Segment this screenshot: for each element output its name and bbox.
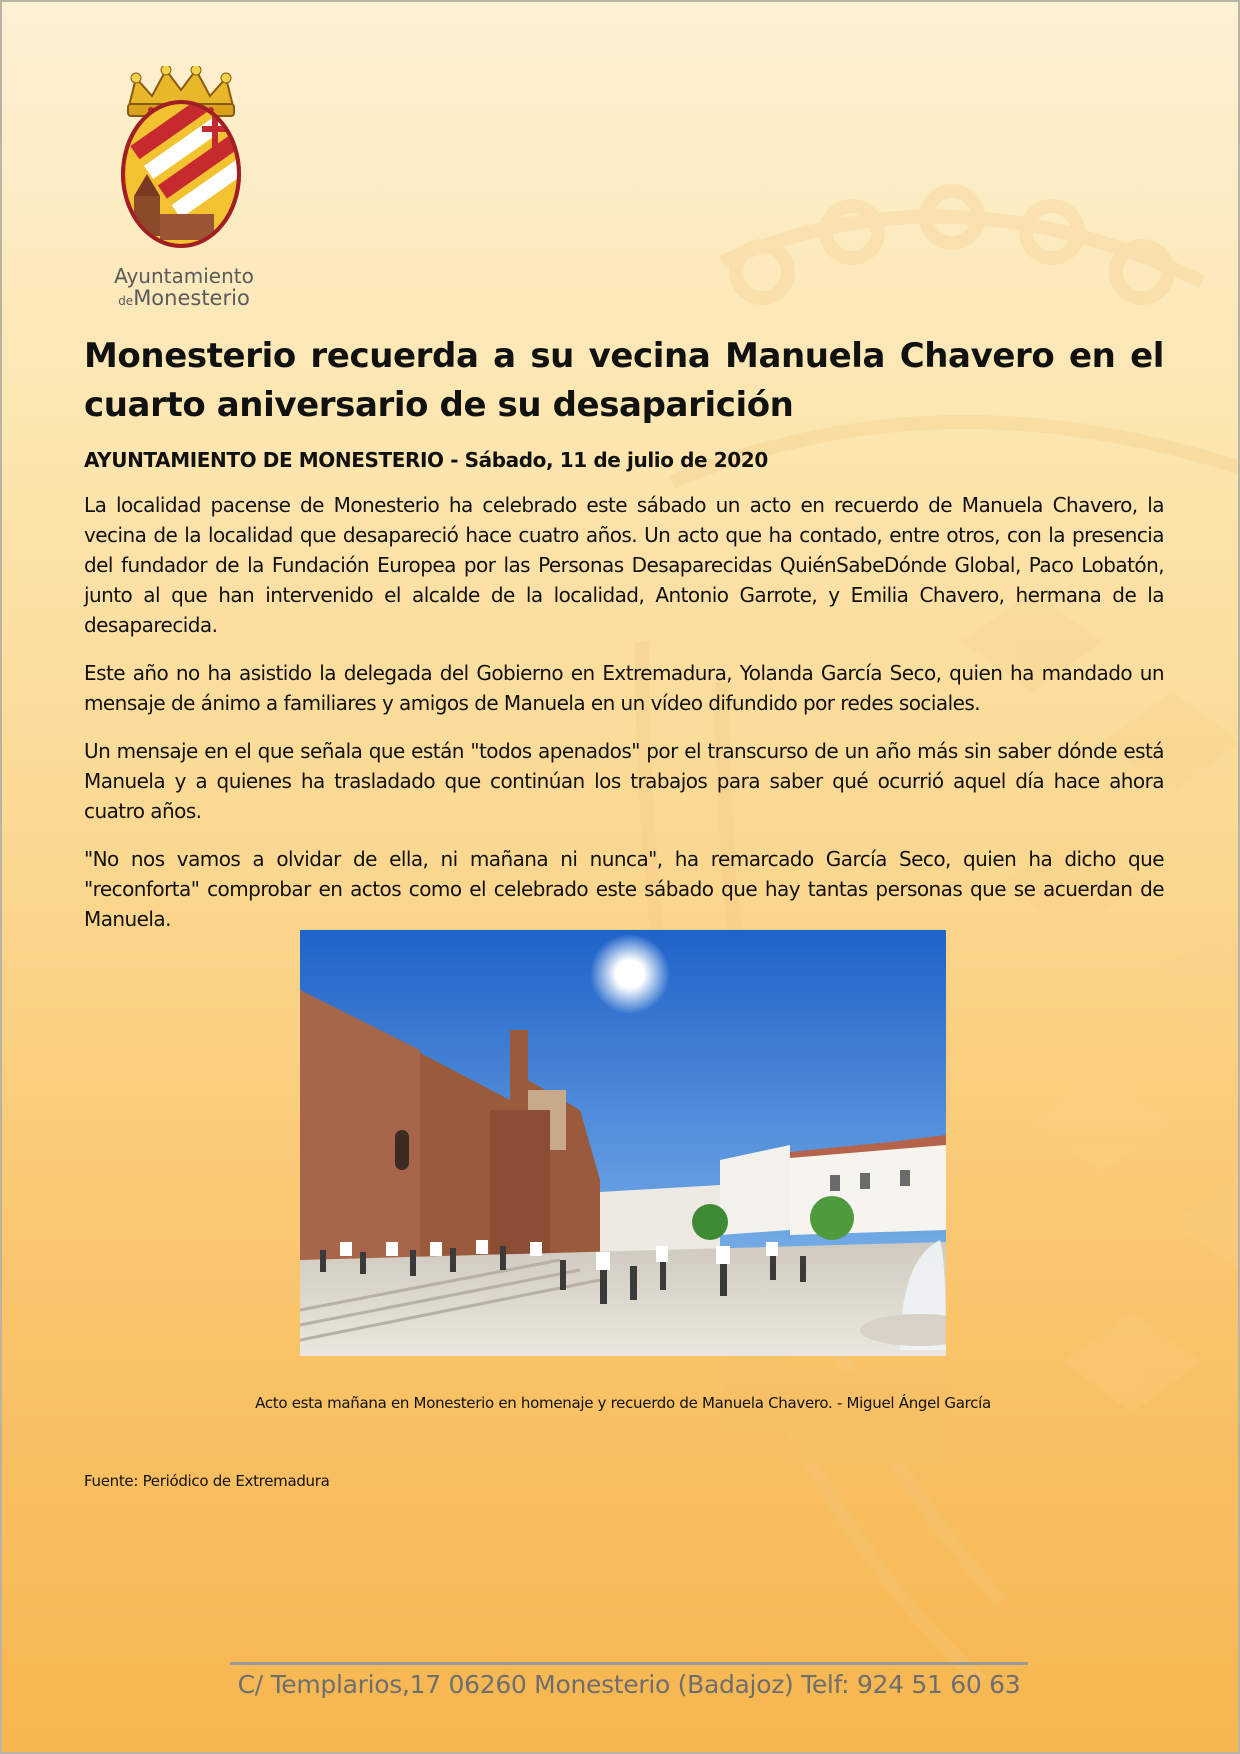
town-square-photo	[300, 930, 946, 1356]
footer-divider	[230, 1662, 1028, 1665]
logo-name-town: Monesterio	[133, 286, 250, 310]
municipality-logo	[106, 66, 262, 309]
article-dateline: AYUNTAMIENTO DE MONESTERIO - Sábado, 11 de julio de 2020	[84, 448, 768, 472]
photo-caption: Acto esta mañana en Monesterio en homenaje y recuerdo de Manuela Chavero. - Miguel Ángel García	[255, 1394, 991, 1412]
article-photo	[300, 930, 946, 1356]
logo-name-line1: Ayuntamiento	[114, 264, 254, 288]
article-body	[84, 332, 1164, 934]
article-paragraph-4: "No nos vamos a olvidar de ella, ni mañana ni nunca", ha remarcado García Seco, quien ha dicho que "reconforta" comprobar en actos como el celebrado este sábado que hay tantas personas que se acuerdan de Manuela.	[84, 847, 1164, 931]
coat-of-arms-icon	[106, 66, 262, 262]
logo-name-line2	[106, 287, 262, 309]
article-title: Monesterio recuerda a su vecina Manuela Chavero en el cuarto aniversario de su desaparición	[84, 336, 1164, 425]
article-paragraph-3: Un mensaje en el que señala que están "todos apenados" por el transcurso de un año más sin saber dónde está Manuela y a quienes ha trasladado que continúan los trabajos para saber qué ocurrió aquel día hace ahora cuatro años.	[84, 739, 1164, 823]
footer-address: C/ Templarios,17 06260 Monesterio (Badajoz) Telf: 924 51 60 63	[237, 1670, 1021, 1699]
article-paragraph-2: Este año no ha asistido la delegada del Gobierno en Extremadura, Yolanda García Seco, quien ha mandado un mensaje de ánimo a familiares y amigos de Manuela en un vídeo difundido por redes sociales.	[84, 661, 1164, 715]
article-paragraph-1: La localidad pacense de Monesterio ha celebrado este sábado un acto en recuerdo de Manuela Chavero, la vecina de la localidad que desapareció hace cuatro años. Un acto que ha contado, entre otros, con la presencia del fundador de la Fundación Europea por las Personas Desaparecidas QuiénSabeDónde Global, Paco Lobatón, junto al que han intervenido el alcalde de la localidad, Antonio Garrote, y Emilia Chavero, hermana de la desaparecida.	[84, 493, 1164, 637]
logo-name-prefix: de	[118, 294, 134, 308]
article-source: Fuente: Periódico de Extremadura	[84, 1472, 330, 1490]
